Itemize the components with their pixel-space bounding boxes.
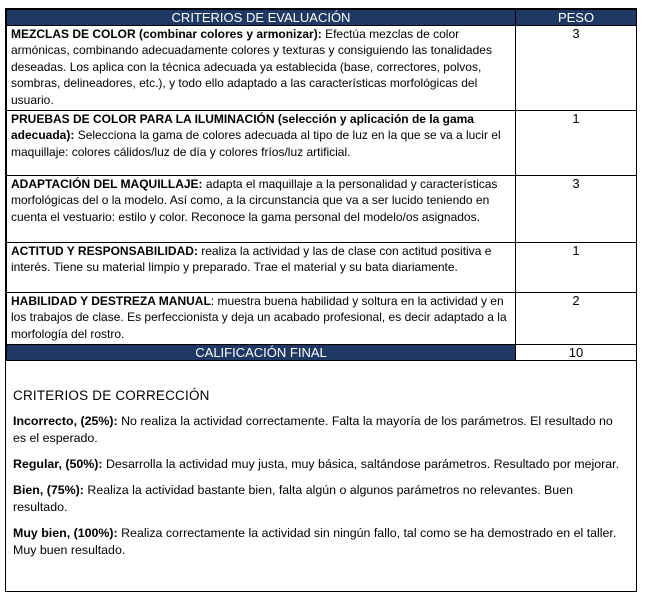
criterion-weight: 3 bbox=[516, 176, 637, 243]
criterion-cell bbox=[7, 26, 516, 111]
criterion-text: adapta el maquillaje a la personalidad y características morfológicas del o la modelo. Así como, a la circunstancia que va a ser lucido teniendo en cuenta el vestuario: estilo y color. Reconoce la gama personal del modelo/os asignados. bbox=[11, 177, 498, 224]
correction-level bbox=[13, 456, 629, 473]
level-text: Realiza la actividad bastante bien, falta algún o algunos parámetros no relevantes. Buen resultado. bbox=[13, 483, 573, 514]
final-grade-row bbox=[7, 345, 637, 361]
criterion-text: Selecciona la gama de colores adecuada al tipo de luz en la que se va a lucir el maquillaje: colores cálidos/luz de día y colores fríos/luz artificial. bbox=[11, 128, 501, 159]
criterion-weight: 1 bbox=[516, 243, 637, 293]
correction-level bbox=[13, 525, 629, 559]
table-row bbox=[7, 111, 637, 176]
table-header-row bbox=[7, 10, 637, 26]
criterion-weight: 1 bbox=[516, 111, 637, 176]
correction-level bbox=[13, 413, 629, 447]
level-text: Realiza correctamente la actividad sin ningún fallo, tal como se ha demostrado en el taller. Muy buen resultado. bbox=[13, 526, 617, 557]
header-criteria: CRITERIOS DE EVALUACIÓN bbox=[7, 10, 516, 26]
evaluation-document bbox=[5, 8, 637, 592]
criterion-weight: 2 bbox=[516, 293, 637, 345]
level-label: Bien, (75%): bbox=[13, 483, 84, 497]
criterion-text: : muestra buena habilidad y soltura en la actividad y en los trabajos de clase. Es perfeccionista y deja un acabado profesional, es decir adaptado a la morfología del rostro. bbox=[11, 294, 507, 341]
level-label: Muy bien, (100%): bbox=[13, 526, 118, 540]
criterion-cell bbox=[7, 111, 516, 176]
table-row bbox=[7, 293, 637, 345]
correction-title: CRITERIOS DE CORRECCIÓN bbox=[13, 388, 210, 403]
level-text: No realiza la actividad correctamente. Falta la mayoría de los parámetros. El resultado no es el esperado. bbox=[13, 414, 613, 445]
criterion-title: MEZCLAS DE COLOR (combinar colores y armonizar): bbox=[11, 27, 322, 41]
criterion-weight: 3 bbox=[516, 26, 637, 111]
final-grade-label: CALIFICACIÓN FINAL bbox=[7, 345, 516, 361]
criterion-title: PRUEBAS DE COLOR PARA LA ILUMINACIÓN (selección y aplicación de la gama adecuada): bbox=[11, 112, 474, 143]
criterion-cell bbox=[7, 293, 516, 345]
criterion-title: ACTITUD Y RESPONSABILIDAD: bbox=[11, 244, 198, 258]
header-weight: PESO bbox=[516, 10, 637, 26]
criterion-text: realiza la actividad y las de clase con actitud positiva e interés. Tiene su material limpio y preparado. Trae el material y su bata diariamente. bbox=[11, 244, 492, 275]
criterion-cell bbox=[7, 176, 516, 243]
table-row bbox=[7, 176, 637, 243]
criterion-text: Efectúa mezclas de color armónicas, combinando adecuadamente colores y texturas y consiguiendo las tonalidades deseadas. Los aplica con la técnica adecuada ya establecida (base, correctores, polvos, sombras, delineadores, etc.), y todo ello adaptado a las características morfológicas del usuario. bbox=[11, 27, 492, 107]
table-row bbox=[7, 26, 637, 111]
evaluation-table bbox=[6, 9, 637, 361]
level-label: Regular, (50%): bbox=[13, 457, 103, 471]
table-row bbox=[7, 243, 637, 293]
criterion-cell bbox=[7, 243, 516, 293]
level-label: Incorrecto, (25%): bbox=[13, 414, 118, 428]
correction-level bbox=[13, 482, 629, 516]
criterion-title: HABILIDAD Y DESTREZA MANUAL bbox=[11, 294, 211, 308]
final-grade-value: 10 bbox=[516, 345, 637, 361]
level-text: Desarrolla la actividad muy justa, muy básica, saltándose parámetros. Resultado por mejorar. bbox=[102, 457, 620, 471]
correction-criteria-section bbox=[13, 387, 629, 568]
criterion-title: ADAPTACIÓN DEL MAQUILLAJE: bbox=[11, 177, 203, 191]
